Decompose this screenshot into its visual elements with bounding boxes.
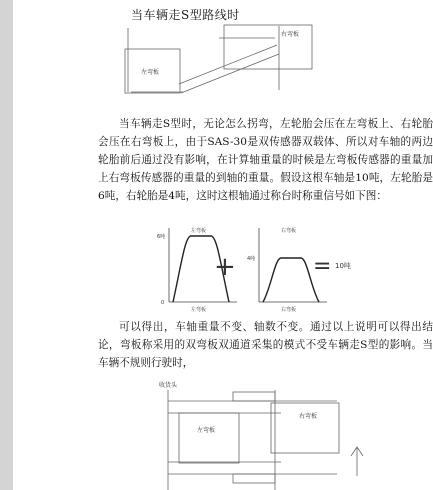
left-gutter: [0, 0, 13, 490]
section-heading: 当车辆走S型路线时: [131, 8, 240, 22]
irregular-drive-diagram: [13, 0, 433, 490]
result-value: 10吨: [335, 262, 351, 270]
equals-sign: =: [313, 254, 332, 279]
wheel-block-top: [233, 392, 275, 401]
chart1-bottom-label: 左弯板: [191, 307, 207, 313]
chart2-bottom-label: 右弯板: [281, 307, 297, 313]
plus-sign: +: [214, 252, 236, 282]
fig1-left-board-label: 左弯板: [141, 69, 160, 76]
chart2-top-label: 右弯板: [281, 228, 297, 234]
paragraph-2: 可以得出，车轴重量不变、轴数不变。通过以上说明可以得出结论，弯板称采用的双弯板双通道采集的模式不受车辆走S型的影响。当车辆不规则行驶时，: [98, 321, 433, 369]
paragraph-1: 当车辆走S型时，无论怎么拐弯，左轮胎会压在左弯板上、右轮胎会压在右弯板上，由于SAS-30是双传感器双载体、所以对车轴的两边轮胎前后通过没有影响，在计算轴重量的时候是左弯板传感器的重量加上右弯板传感器的重量的到轴的重量。假设这根车轴是10吨，左轮胎是6吨，右轮胎是4吨，这时这根轴通过称台时称重信号如下图：: [98, 118, 433, 202]
direction-label: 收货头: [159, 382, 178, 389]
document-page: [13, 0, 433, 490]
chart1-top-label: 左弯板: [191, 228, 207, 234]
fig2-left-board-label: 左弯板: [197, 427, 216, 434]
fig2-right-board: [271, 403, 339, 453]
chart1-y-tick: 6吨: [157, 234, 166, 240]
fig1-right-board-label: 右弯板: [281, 31, 300, 38]
chart2-y-tick: 4吨: [247, 256, 256, 262]
wheel-block-bottom: [233, 474, 275, 483]
chart-zero-label: 0: [161, 300, 165, 306]
fig2-left-board: [179, 413, 239, 463]
fig2-right-board-label: 右弯板: [299, 413, 318, 420]
